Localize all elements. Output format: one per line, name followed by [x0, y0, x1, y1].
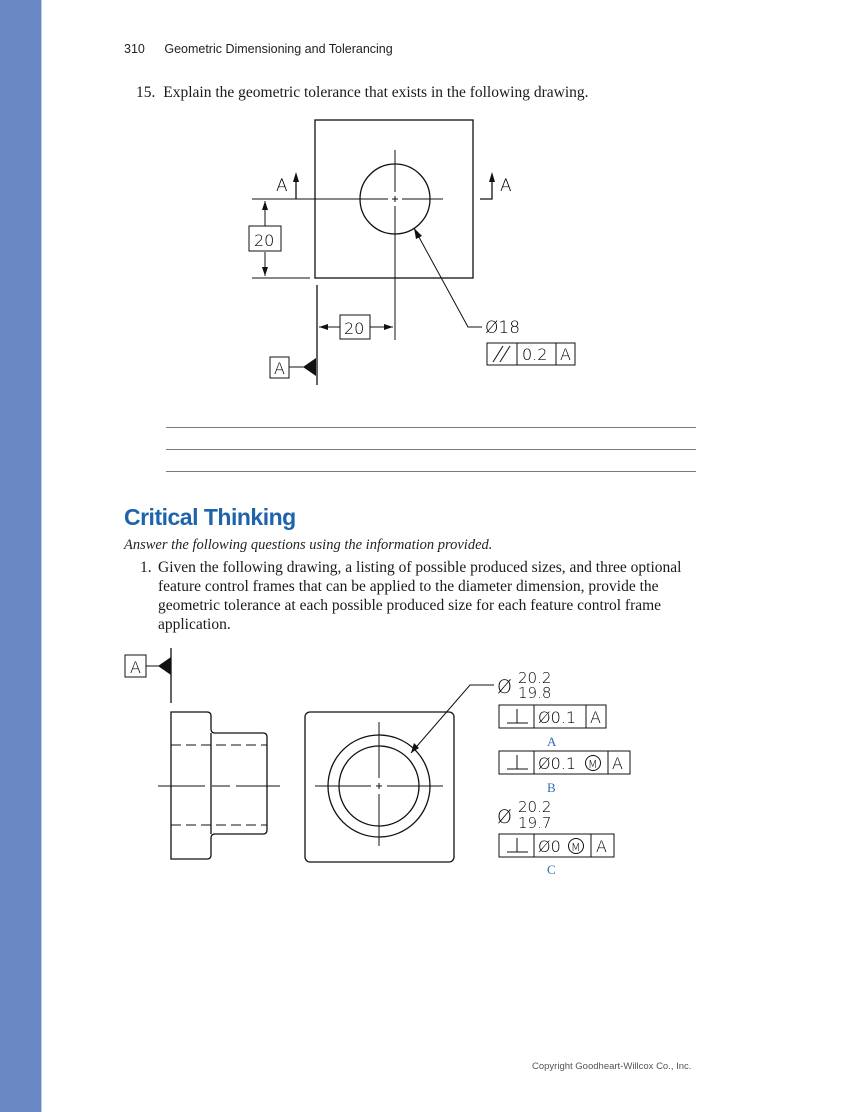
- diameter-symbol: Ø: [497, 806, 512, 828]
- fcf-b-datum: A: [612, 754, 623, 773]
- frame-label-a: A: [547, 734, 557, 749]
- answer-line[interactable]: [166, 449, 696, 450]
- answer-lines: [166, 427, 696, 493]
- size-2-lower: 19.7: [518, 814, 552, 832]
- fcf-a-datum: A: [590, 708, 601, 727]
- instructions: Answer the following questions using the information provided.: [124, 537, 493, 553]
- datum-feature-label: A: [274, 359, 285, 378]
- size-1-lower: 19.8: [518, 684, 552, 702]
- frame-label-c: C: [547, 862, 556, 877]
- page-number: 310: [124, 42, 145, 56]
- question-text: Explain the geometric tolerance that exists in the following drawing.: [163, 84, 589, 101]
- hole-diameter-callout: Ø18: [485, 318, 521, 338]
- datum-feature-label: A: [130, 658, 141, 677]
- drawing-parallelism: [0, 0, 849, 420]
- fcf-c-datum: A: [596, 837, 607, 856]
- question-1: [140, 558, 700, 634]
- chapter-title: Geometric Dimensioning and Tolerancing: [164, 42, 393, 56]
- frame-label-b: B: [547, 780, 556, 795]
- question-number: 1.: [140, 559, 152, 576]
- size-2-upper: 20.2: [518, 798, 552, 816]
- diameter-symbol: Ø: [497, 676, 512, 698]
- drawing-perpendicularity: [0, 640, 849, 890]
- fcf-datum: A: [560, 345, 571, 364]
- section-label-left: A: [276, 176, 288, 196]
- answer-line[interactable]: [166, 471, 696, 472]
- vertical-dimension: 20: [254, 231, 275, 250]
- fcf-c-tolerance: Ø0: [538, 837, 561, 856]
- fcf-b-tolerance: Ø0.1: [538, 754, 577, 773]
- size-1-upper: 20.2: [518, 669, 552, 687]
- question-number: 15.: [136, 84, 156, 101]
- answer-line[interactable]: [166, 427, 696, 428]
- question-text: Given the following drawing, a listing of possible produced sizes, and three optional feature control frames that can be applied to the diameter dimension, provide the geometric tolerance at each possible produced size for each feature control frame application.: [158, 559, 682, 633]
- fcf-b-modifier: M: [588, 758, 598, 771]
- section-label-right: A: [500, 176, 512, 196]
- fcf-tolerance: 0.2: [522, 345, 548, 364]
- copyright-footer: Copyright Goodheart-Willcox Co., Inc.: [532, 1061, 692, 1072]
- fcf-c-modifier: M: [571, 841, 581, 854]
- section-heading: Critical Thinking: [124, 504, 296, 530]
- fcf-a-tolerance: Ø0.1: [538, 708, 577, 727]
- horizontal-dimension: 20: [344, 319, 365, 338]
